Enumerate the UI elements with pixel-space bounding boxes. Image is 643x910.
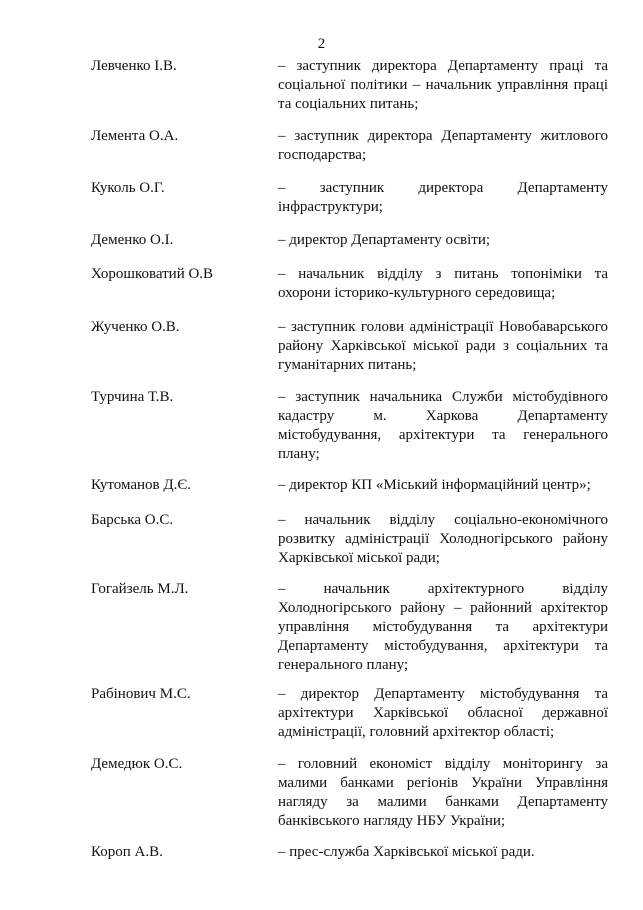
person-name: Жученко О.В.: [91, 319, 180, 335]
person-name: Куколь О.Г.: [91, 180, 165, 196]
person-role: – начальник відділу соціально-економічного розвитку адміністрації Холодногірського району Харківської міської ради;: [278, 512, 608, 566]
person-name: Турчина Т.В.: [91, 389, 174, 405]
person-role: – заступник директора Департаменту інфраструктури;: [278, 180, 608, 215]
person-name: Левченко І.В.: [91, 58, 177, 74]
person-name: Демедюк О.С.: [91, 756, 183, 772]
person-role: – заступник директора Департаменту праці та соціальної політики – начальник управління праці та соціальних питань;: [278, 58, 608, 112]
person-role: – заступник начальника Служби містобудівного кадастру м. Харкова Департаменту містобудування, архітектури та генерального плану;: [278, 389, 608, 462]
person-role: – директор Департаменту освіти;: [278, 232, 491, 248]
person-name: Лемента О.А.: [91, 128, 179, 144]
person-role: – директор Департаменту містобудування та архітектури Харківської обласної державної адміністрації, головний архітектор області;: [278, 686, 608, 740]
person-name: Деменко О.І.: [91, 232, 174, 248]
person-role: – начальник архітектурного відділу Холодногірського району – районний архітектор управління містобудування та архітектури Департаменту містобудування, архітектури та генерального плану;: [278, 581, 608, 673]
person-name: Гогайзель М.Л.: [91, 581, 189, 597]
person-role: – заступник директора Департаменту житлового господарства;: [278, 128, 608, 163]
person-role: – головний економіст відділу моніторингу за малими банками регіонів України Управління нагляду за малими банками Департаменту банківського нагляду НБУ України;: [278, 756, 608, 829]
person-role: – заступник голови адміністрації Новобаварського району Харківської міської ради з соціальних та гуманітарних питань;: [278, 319, 608, 373]
person-name: Хорошковатий О.В: [91, 266, 214, 282]
person-name: Рабінович М.С.: [91, 686, 191, 702]
page-number: 2: [317, 36, 326, 52]
person-name: Барська О.С.: [91, 512, 174, 528]
person-name: Короп А.В.: [91, 844, 163, 860]
person-role: – начальник відділу з питань топоніміки та охорони історико-культурного середовища;: [278, 266, 608, 301]
person-role: – прес-служба Харківської міської ради.: [278, 844, 535, 860]
person-role: – директор КП «Міський інформаційний центр»;: [278, 477, 591, 493]
person-name: Кутоманов Д.Є.: [91, 477, 191, 493]
